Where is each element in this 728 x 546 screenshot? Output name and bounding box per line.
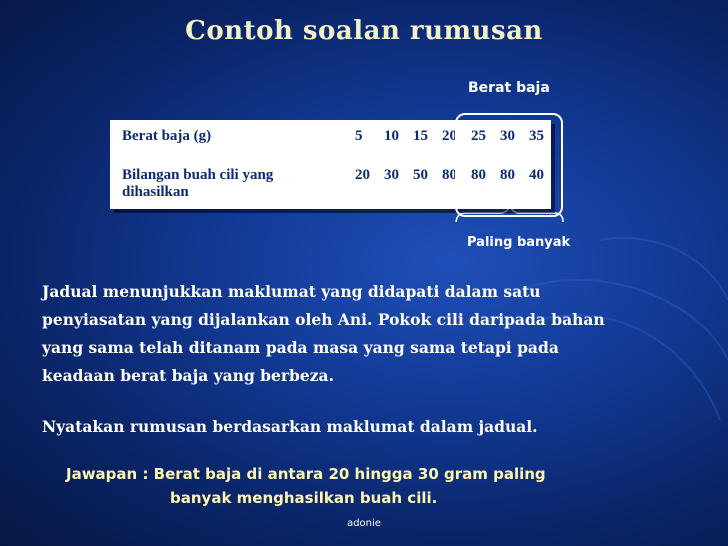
answer-block xyxy=(66,462,626,510)
row-header-fertilizer: Berat baja (g) xyxy=(122,128,212,144)
table-cell: 15 xyxy=(413,128,428,144)
annotation-berat-baja: Berat baja xyxy=(468,80,550,96)
table-cell: 30 xyxy=(384,167,399,183)
table-cell: 40 xyxy=(529,167,544,183)
table-cell: 30 xyxy=(500,128,515,144)
highlight-box xyxy=(455,113,563,217)
table-cell: 20 xyxy=(442,128,457,144)
footer-credit: adonie xyxy=(347,518,381,529)
table-cell: 35 xyxy=(529,128,544,144)
page-title: Contoh soalan rumusan xyxy=(185,16,543,46)
row-header-chili-count: Bilangan buah cili yang dihasilkan xyxy=(122,167,274,200)
table-cell: 80 xyxy=(500,167,515,183)
table-cell: 50 xyxy=(413,167,428,183)
question-text: Nyatakan rumusan berdasarkan maklumat dalam jadual. xyxy=(42,417,538,436)
table-cell: 25 xyxy=(471,128,486,144)
answer-line-2: banyak menghasilkan buah cili. xyxy=(170,489,438,507)
table-cell: 20 xyxy=(355,167,370,183)
table-cell: 10 xyxy=(384,128,399,144)
paragraph-text: Jadual menunjukkan maklumat yang didapati dalam satu penyiasatan yang dijalankan oleh Ani. Pokok cili daripada bahan yang sama telah ditanam pada masa yang sama tetapi pada keadaan berat baja yang berbeza. xyxy=(42,282,605,385)
table-cell: 80 xyxy=(442,167,457,183)
table-cell: 5 xyxy=(355,128,363,144)
table-cell: 80 xyxy=(471,167,486,183)
question-paragraph xyxy=(42,278,622,390)
answer-line-1: Jawapan : Berat baja di antara 20 hingga 30 gram paling xyxy=(66,465,546,483)
annotation-paling-banyak: Paling banyak xyxy=(467,235,571,250)
